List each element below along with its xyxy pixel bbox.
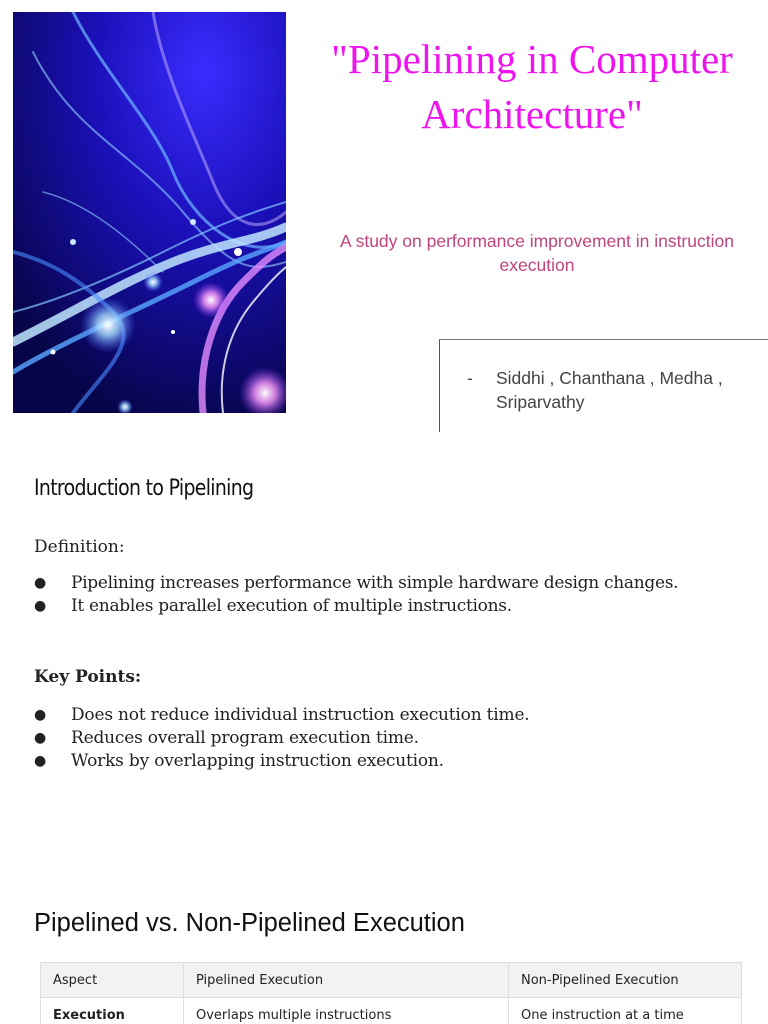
comparison-heading: Pipelined vs. Non-Pipelined Execution: [34, 909, 465, 937]
definition-list: [34, 572, 678, 618]
list-item: [34, 704, 530, 727]
table-cell-aspect: Execution: [41, 998, 184, 1024]
list-item: [34, 750, 530, 773]
list-item: [34, 572, 678, 595]
table-header-row: [41, 963, 742, 998]
presentation-subtitle: A study on performance improvement in instruction execution: [340, 231, 734, 275]
abstract-light-streams-illustration: [13, 12, 286, 413]
column-header-non-pipelined: Non-Pipelined Execution: [509, 963, 742, 998]
list-item-text: Does not reduce individual instruction execution time.: [71, 705, 530, 725]
list-item: [34, 595, 678, 618]
authors-dash: -: [467, 368, 473, 388]
bullet-icon: ●: [34, 598, 46, 614]
bullet-icon: ●: [34, 707, 47, 723]
table-cell-non-pipelined: One instruction at a time: [509, 998, 742, 1024]
list-item-text: Pipelining increases performance with simple hardware design changes.: [71, 573, 679, 593]
list-item-text: Reduces overall program execution time.: [71, 728, 419, 748]
key-points-list: [34, 704, 530, 773]
list-item-text: It enables parallel execution of multiple instructions.: [71, 596, 512, 616]
intro-heading: Introduction to Pipelining: [34, 476, 254, 501]
comparison-table: [40, 962, 742, 1024]
authors-line: [467, 366, 757, 414]
table-row: [41, 998, 742, 1024]
bullet-icon: ●: [34, 753, 47, 769]
definition-label: Definition:: [34, 537, 125, 557]
column-header-aspect: Aspect: [41, 963, 184, 998]
column-header-pipelined: Pipelined Execution: [184, 963, 509, 998]
table-cell-pipelined: Overlaps multiple instructions: [184, 998, 509, 1024]
key-points-label: Key Points:: [34, 667, 142, 687]
bullet-icon: ●: [34, 730, 47, 746]
list-item: [34, 727, 530, 750]
authors-names: Siddhi , Chanthana , Medha , Sriparvathy: [496, 368, 723, 412]
bullet-icon: ●: [34, 575, 46, 591]
presentation-title: "Pipelining in Computer Architecture": [331, 36, 733, 137]
cover-image: [13, 12, 286, 413]
list-item-text: Works by overlapping instruction execution.: [71, 751, 444, 771]
